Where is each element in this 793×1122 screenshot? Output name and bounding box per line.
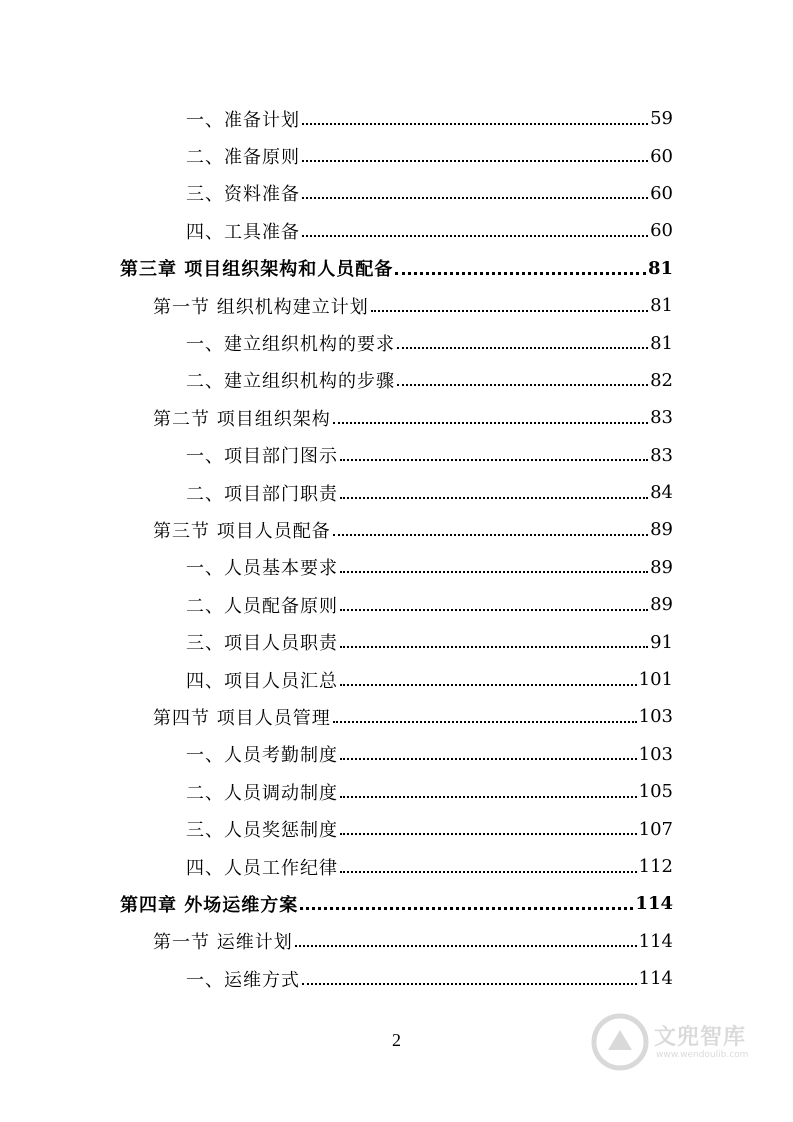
toc-dot-leader <box>333 707 637 723</box>
toc-entry[interactable] <box>0 848 793 885</box>
toc-entry[interactable] <box>0 623 793 660</box>
toc-entry-label: 第二节 项目组织架构 <box>153 408 331 430</box>
toc-entry-page: 60 <box>650 145 673 167</box>
toc-entry-label: 四、工具准备 <box>186 221 300 243</box>
toc-dot-leader <box>302 221 648 237</box>
toc-dot-leader <box>397 333 648 349</box>
toc-dot-leader <box>302 146 648 162</box>
toc-dot-leader <box>302 969 637 985</box>
toc-entry-page: 89 <box>650 556 673 578</box>
toc-entry-page: 107 <box>638 818 673 840</box>
watermark-logo <box>590 1010 760 1074</box>
toc-entry[interactable] <box>0 511 793 548</box>
toc-entry-label: 第一节 运维计划 <box>153 932 293 954</box>
toc-entry[interactable] <box>0 960 793 997</box>
toc-entry[interactable] <box>0 137 793 174</box>
toc-dot-leader <box>333 408 648 424</box>
toc-dot-leader <box>340 670 637 686</box>
toc-entry-page: 84 <box>650 482 673 504</box>
toc-entry[interactable] <box>0 212 793 249</box>
toc-entry[interactable] <box>0 923 793 960</box>
toc-entry-page: 82 <box>650 369 673 391</box>
toc-entry[interactable] <box>0 586 793 623</box>
toc-dot-leader <box>302 183 648 199</box>
toc-entry-label: 二、准备原则 <box>186 147 300 169</box>
toc-dot-leader <box>340 483 648 499</box>
toc-entry[interactable] <box>0 399 793 436</box>
toc-entry-label: 二、人员配备原则 <box>186 595 338 617</box>
toc-entry[interactable] <box>0 773 793 810</box>
toc-entry-page: 59 <box>650 108 673 130</box>
toc-entry-page: 114 <box>635 893 673 915</box>
watermark-url: www.wendoulib.com <box>656 1050 749 1060</box>
toc-dot-leader <box>340 595 648 611</box>
toc-dot-leader <box>295 931 637 947</box>
toc-dot-leader <box>340 857 637 873</box>
toc-entry[interactable] <box>0 362 793 399</box>
page-number: 2 <box>392 1030 401 1050</box>
toc-entry-label: 二、项目部门职责 <box>186 483 338 505</box>
toc-entry-page: 89 <box>650 594 673 616</box>
toc-entry-label: 第一节 组织机构建立计划 <box>153 296 369 318</box>
watermark-text: 文兜智库 <box>654 1025 747 1050</box>
toc-entry-label: 三、项目人员职责 <box>186 633 338 655</box>
toc-entry-page: 81 <box>647 257 673 279</box>
toc-entry[interactable] <box>0 100 793 137</box>
toc-entry[interactable] <box>0 736 793 773</box>
toc-entry-page: 83 <box>650 444 673 466</box>
toc-dot-leader <box>333 520 648 536</box>
toc-dot-leader <box>340 557 648 573</box>
toc-entry[interactable] <box>0 885 793 922</box>
toc-entry[interactable] <box>0 250 793 287</box>
toc-entry-page: 105 <box>638 781 673 803</box>
toc-dot-leader <box>371 296 648 312</box>
toc-entry-label: 一、项目部门图示 <box>186 446 338 468</box>
toc-dot-leader <box>397 370 648 386</box>
toc-entry[interactable] <box>0 549 793 586</box>
toc-entry[interactable] <box>0 437 793 474</box>
toc-entry-page: 114 <box>638 930 673 952</box>
toc-entry[interactable] <box>0 324 793 361</box>
toc-entry-page: 81 <box>650 295 673 317</box>
toc-entry-page: 60 <box>650 220 673 242</box>
toc-entry-label: 一、准备计划 <box>186 109 300 131</box>
toc-entry-label: 二、人员调动制度 <box>186 782 338 804</box>
toc-entry-page: 60 <box>650 182 673 204</box>
toc-entry-label: 四、项目人员汇总 <box>186 670 338 692</box>
toc-dot-leader <box>395 258 646 275</box>
toc-entry-label: 三、资料准备 <box>186 184 300 206</box>
toc-entry[interactable] <box>0 287 793 324</box>
watermark-icon <box>590 1012 650 1072</box>
toc-dot-leader <box>302 109 648 125</box>
toc-entry[interactable] <box>0 810 793 847</box>
toc-entry-label: 一、运维方式 <box>186 969 300 991</box>
toc-entry[interactable] <box>0 474 793 511</box>
toc-entry-label: 一、人员考勤制度 <box>186 745 338 767</box>
toc-entry-label: 第四节 项目人员管理 <box>153 707 331 729</box>
toc-dot-leader <box>340 819 637 835</box>
table-of-contents <box>0 100 793 997</box>
toc-entry-label: 四、人员工作纪律 <box>186 857 338 879</box>
toc-entry-page: 101 <box>638 669 673 691</box>
toc-dot-leader <box>340 632 648 648</box>
toc-dot-leader <box>340 782 637 798</box>
toc-entry[interactable] <box>0 661 793 698</box>
toc-entry-page: 103 <box>638 706 673 728</box>
toc-entry-label: 一、建立组织机构的要求 <box>186 334 395 356</box>
toc-entry-label: 第三章 项目组织架构和人员配备 <box>120 259 394 281</box>
toc-entry-page: 114 <box>638 968 673 990</box>
toc-dot-leader <box>340 744 637 760</box>
toc-entry-page: 103 <box>638 743 673 765</box>
toc-entry-page: 91 <box>650 631 673 653</box>
toc-dot-leader <box>300 893 633 910</box>
toc-entry[interactable] <box>0 175 793 212</box>
toc-entry-label: 三、人员奖惩制度 <box>186 820 338 842</box>
toc-entry-label: 第三节 项目人员配备 <box>153 520 331 542</box>
toc-entry-label: 一、人员基本要求 <box>186 558 338 580</box>
toc-entry-page: 89 <box>650 519 673 541</box>
toc-entry-page: 81 <box>650 332 673 354</box>
toc-entry-label: 二、建立组织机构的步骤 <box>186 371 395 393</box>
toc-entry-page: 112 <box>638 856 673 877</box>
toc-entry-page: 83 <box>650 407 673 429</box>
toc-entry-label: 第四章 外场运维方案 <box>120 894 299 916</box>
toc-dot-leader <box>340 445 648 461</box>
toc-entry[interactable] <box>0 698 793 735</box>
